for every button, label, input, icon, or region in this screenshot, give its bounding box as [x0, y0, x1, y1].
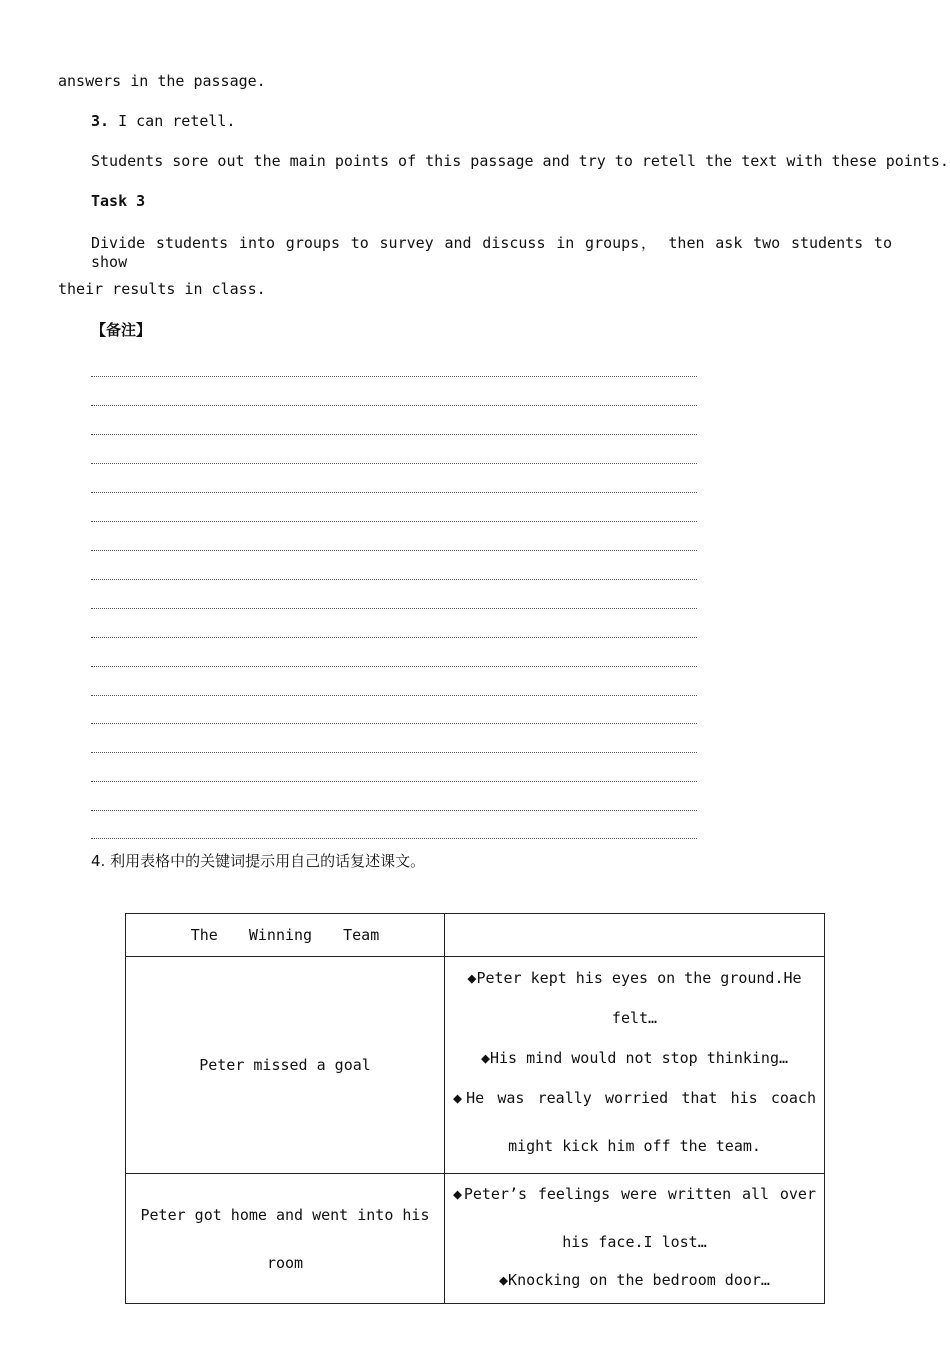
- bullet-item: ◆He was really worried that his coach might kick him off the team.: [453, 1089, 816, 1155]
- retell-instruction: Students sore out the main points of this passage and try to retell the text with these points.: [91, 152, 949, 170]
- table-row-bullets: [445, 1174, 825, 1304]
- note-line: [91, 695, 697, 696]
- table-row: [126, 957, 825, 1174]
- bullet-item: ◆Peter kept his eyes on the ground.He felt…: [467, 969, 802, 1027]
- divide-instruction-line1: Divide students into groups to survey and discuss in groups， then ask two students to show: [91, 234, 892, 271]
- item-3-number: 3.: [91, 112, 110, 130]
- note-line: [91, 838, 697, 839]
- table-header-row: [126, 914, 825, 957]
- table-title-cell: The Winning Team: [126, 914, 445, 957]
- note-line: [91, 376, 697, 377]
- table-row-label: Peter missed a goal: [126, 957, 445, 1174]
- item-3-text: I can retell.: [118, 112, 236, 130]
- note-line: [91, 608, 697, 609]
- bullet-item: ◆Knocking on the bedroom door…: [499, 1270, 770, 1289]
- item-4-instruction: 4. 利用表格中的关键词提示用自己的话复述课文。: [91, 852, 426, 870]
- table-row-label: Peter got home and went into his room: [126, 1174, 445, 1304]
- bullet-item: ◆Peter’s feelings were written all over his face.I lost…: [453, 1184, 816, 1251]
- table-row-bullets: [445, 957, 825, 1174]
- note-line: [91, 550, 697, 551]
- paragraph-continuation: answers in the passage.: [58, 72, 266, 90]
- note-line: [91, 723, 697, 724]
- note-line: [91, 579, 697, 580]
- note-line: [91, 405, 697, 406]
- task-3-heading: Task 3: [91, 192, 146, 210]
- note-line: [91, 434, 697, 435]
- item-3: [91, 112, 236, 130]
- note-line: [91, 666, 697, 667]
- note-line: [91, 492, 697, 493]
- table-empty-header-cell: [445, 914, 825, 957]
- note-line: [91, 637, 697, 638]
- retell-keyword-table: [125, 913, 825, 1304]
- note-line: [91, 463, 697, 464]
- note-line: [91, 752, 697, 753]
- bullet-item: ◆His mind would not stop thinking…: [480, 1049, 789, 1067]
- note-line: [91, 810, 697, 811]
- note-line: [91, 521, 697, 522]
- divide-instruction-line2: their results in class.: [58, 280, 266, 298]
- table-row: [126, 1174, 825, 1304]
- note-line: [91, 781, 697, 782]
- note-label: 【备注】: [91, 321, 152, 339]
